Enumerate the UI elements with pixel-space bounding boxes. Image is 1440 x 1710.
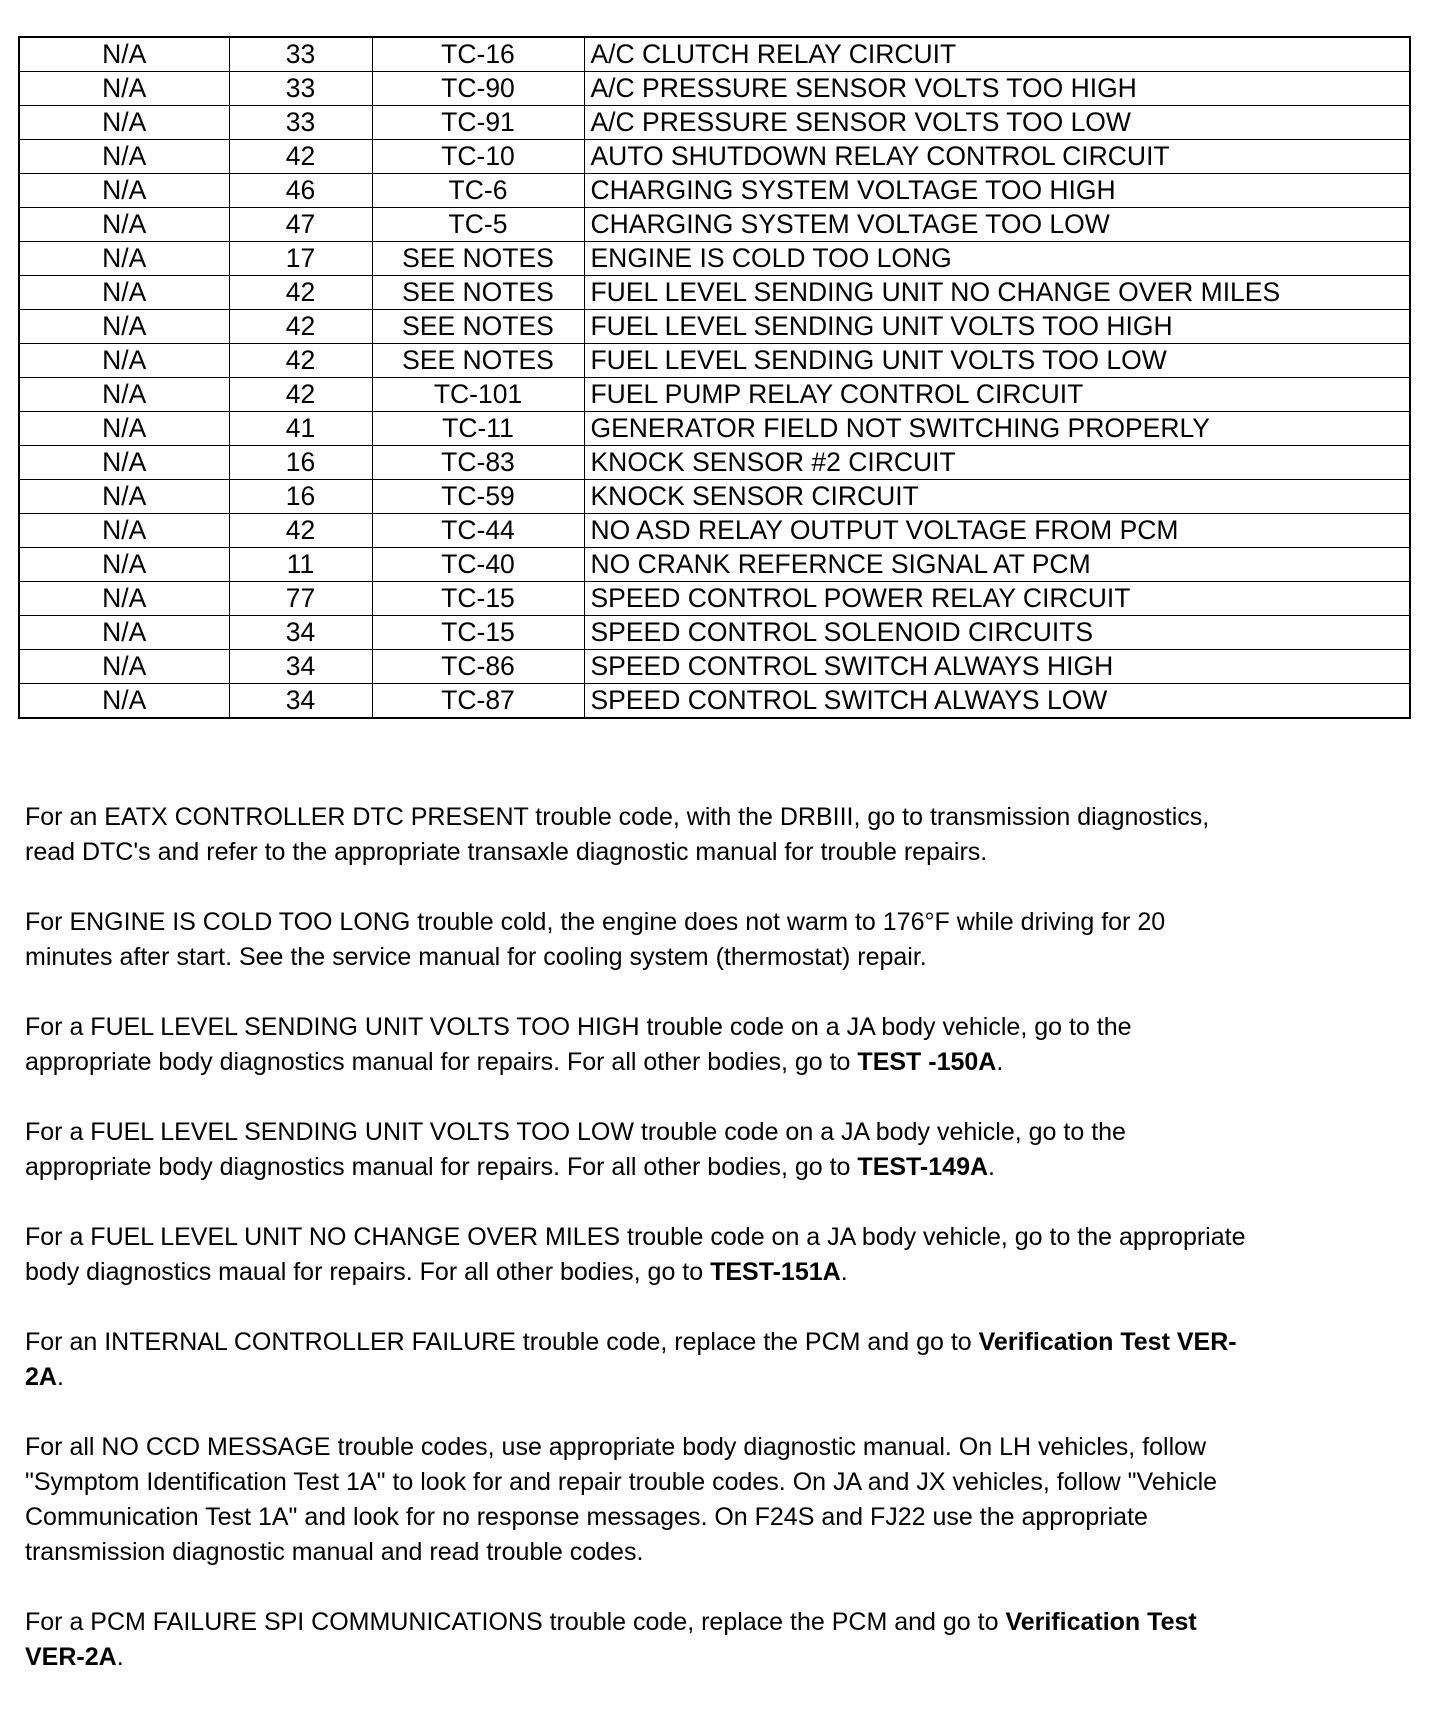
description-cell: CHARGING SYSTEM VOLTAGE TOO LOW	[584, 208, 1410, 242]
note-test-reference: TEST-151A	[710, 1258, 841, 1286]
description-cell: NO CRANK REFERNCE SIGNAL AT PCM	[584, 548, 1410, 582]
code-na-cell: N/A	[19, 514, 229, 548]
description-cell: KNOCK SENSOR CIRCUIT	[584, 480, 1410, 514]
note-paragraph	[25, 905, 1425, 975]
note-test-reference: Verification Test VER-2A	[25, 1608, 1197, 1671]
code-number-cell: 42	[229, 310, 372, 344]
note-test-reference: TEST-149A	[857, 1153, 989, 1181]
code-na-cell: N/A	[19, 310, 229, 344]
test-reference-cell: TC-16	[372, 37, 584, 72]
note-trailing-text: .	[840, 1258, 848, 1286]
table-row	[19, 378, 1410, 412]
notes-section	[25, 800, 1425, 1710]
description-cell: A/C CLUTCH RELAY CIRCUIT	[584, 37, 1410, 72]
note-paragraph	[25, 1115, 1425, 1185]
code-number-cell: 34	[229, 684, 372, 719]
code-na-cell: N/A	[19, 378, 229, 412]
test-reference-cell: TC-6	[372, 174, 584, 208]
test-reference-cell: TC-40	[372, 548, 584, 582]
table-row	[19, 174, 1410, 208]
description-cell: FUEL PUMP RELAY CONTROL CIRCUIT	[584, 378, 1410, 412]
test-reference-cell: TC-83	[372, 446, 584, 480]
note-text: For all NO CCD MESSAGE trouble codes, use appropriate body diagnostic manual. On LH vehicles, follow "Symptom Identification Test 1A" to look for and repair trouble codes. On JA and JX vehicles, follow "Vehicle Communication Test 1A" and look for no response messages. On F24S and FJ22 use the appropriate transmission diagnostic manual and read trouble codes.	[25, 1433, 1218, 1566]
note-paragraph	[25, 1605, 1425, 1675]
table-row	[19, 616, 1410, 650]
test-reference-cell: TC-44	[372, 514, 584, 548]
code-na-cell: N/A	[19, 412, 229, 446]
code-number-cell: 16	[229, 446, 372, 480]
note-test-reference: Verification Test VER- 2A	[25, 1328, 1237, 1391]
table-row	[19, 514, 1410, 548]
description-cell: NO ASD RELAY OUTPUT VOLTAGE FROM PCM	[584, 514, 1410, 548]
description-cell: SPEED CONTROL SWITCH ALWAYS HIGH	[584, 650, 1410, 684]
code-na-cell: N/A	[19, 276, 229, 310]
test-reference-cell: TC-59	[372, 480, 584, 514]
code-number-cell: 42	[229, 378, 372, 412]
code-number-cell: 77	[229, 582, 372, 616]
description-cell: SPEED CONTROL POWER RELAY CIRCUIT	[584, 582, 1410, 616]
note-paragraph	[25, 800, 1425, 870]
table-row	[19, 140, 1410, 174]
description-cell: FUEL LEVEL SENDING UNIT NO CHANGE OVER MILES	[584, 276, 1410, 310]
table-row	[19, 480, 1410, 514]
note-paragraph	[25, 1220, 1425, 1290]
table-row	[19, 106, 1410, 140]
description-cell: KNOCK SENSOR #2 CIRCUIT	[584, 446, 1410, 480]
description-cell: AUTO SHUTDOWN RELAY CONTROL CIRCUIT	[584, 140, 1410, 174]
code-na-cell: N/A	[19, 174, 229, 208]
note-paragraph	[25, 1325, 1425, 1395]
note-trailing-text: .	[996, 1048, 1004, 1076]
note-text: For a PCM FAILURE SPI COMMUNICATIONS trouble code, replace the PCM and go to	[25, 1608, 1006, 1636]
table-row	[19, 446, 1410, 480]
code-na-cell: N/A	[19, 208, 229, 242]
table-row	[19, 548, 1410, 582]
code-na-cell: N/A	[19, 480, 229, 514]
table-row	[19, 684, 1410, 719]
note-paragraph	[25, 1010, 1425, 1080]
test-reference-cell: TC-90	[372, 72, 584, 106]
test-reference-cell: TC-86	[372, 650, 584, 684]
trouble-code-table-body	[19, 37, 1410, 718]
code-number-cell: 33	[229, 106, 372, 140]
note-text: For a FUEL LEVEL SENDING UNIT VOLTS TOO LOW trouble code on a JA body vehicle, go to the appropriate body diagnostics manual for repairs. For all other bodies, go to	[25, 1118, 1126, 1181]
code-number-cell: 34	[229, 650, 372, 684]
test-reference-cell: SEE NOTES	[372, 276, 584, 310]
code-number-cell: 34	[229, 616, 372, 650]
note-paragraph	[25, 1430, 1425, 1570]
note-text: For a FUEL LEVEL SENDING UNIT VOLTS TOO HIGH trouble code on a JA body vehicle, go to the appropriate body diagnostics manual for repairs. For all other bodies, go to	[25, 1013, 1132, 1076]
code-na-cell: N/A	[19, 37, 229, 72]
note-text: For an EATX CONTROLLER DTC PRESENT trouble code, with the DRBIII, go to transmission diagnostics, read DTC's and refer to the appropriate transaxle diagnostic manual for trouble repairs.	[25, 803, 1210, 866]
note-text: For ENGINE IS COLD TOO LONG trouble cold, the engine does not warm to 176°F while driving for 20 minutes after start. See the service manual for cooling system (thermostat) repair.	[25, 908, 1166, 971]
code-number-cell: 17	[229, 242, 372, 276]
test-reference-cell: TC-91	[372, 106, 584, 140]
description-cell: GENERATOR FIELD NOT SWITCHING PROPERLY	[584, 412, 1410, 446]
trouble-code-table	[18, 36, 1411, 719]
code-na-cell: N/A	[19, 616, 229, 650]
description-cell: FUEL LEVEL SENDING UNIT VOLTS TOO HIGH	[584, 310, 1410, 344]
code-na-cell: N/A	[19, 72, 229, 106]
table-row	[19, 72, 1410, 106]
note-trailing-text: .	[988, 1153, 995, 1181]
code-number-cell: 41	[229, 412, 372, 446]
code-na-cell: N/A	[19, 684, 229, 719]
description-cell: FUEL LEVEL SENDING UNIT VOLTS TOO LOW	[584, 344, 1410, 378]
table-row	[19, 208, 1410, 242]
description-cell: CHARGING SYSTEM VOLTAGE TOO HIGH	[584, 174, 1410, 208]
code-number-cell: 33	[229, 37, 372, 72]
test-reference-cell: TC-87	[372, 684, 584, 719]
note-text: For a FUEL LEVEL UNIT NO CHANGE OVER MILES trouble code on a JA body vehicle, go to the appropriate body diagnostics maual for repairs. For all other bodies, go to	[25, 1223, 1246, 1286]
note-trailing-text: .	[56, 1363, 64, 1391]
note-text: For an INTERNAL CONTROLLER FAILURE trouble code, replace the PCM and go to	[25, 1328, 979, 1356]
table-row	[19, 412, 1410, 446]
description-cell: A/C PRESSURE SENSOR VOLTS TOO LOW	[584, 106, 1410, 140]
test-reference-cell: TC-10	[372, 140, 584, 174]
code-number-cell: 16	[229, 480, 372, 514]
code-na-cell: N/A	[19, 242, 229, 276]
test-reference-cell: TC-15	[372, 616, 584, 650]
table-row	[19, 344, 1410, 378]
test-reference-cell: SEE NOTES	[372, 242, 584, 276]
description-cell: SPEED CONTROL SOLENOID CIRCUITS	[584, 616, 1410, 650]
description-cell: ENGINE IS COLD TOO LONG	[584, 242, 1410, 276]
code-number-cell: 42	[229, 514, 372, 548]
code-na-cell: N/A	[19, 650, 229, 684]
code-number-cell: 11	[229, 548, 372, 582]
note-test-reference: TEST -150A	[857, 1048, 997, 1076]
table-row	[19, 276, 1410, 310]
description-cell: SPEED CONTROL SWITCH ALWAYS LOW	[584, 684, 1410, 719]
table-row	[19, 582, 1410, 616]
code-number-cell: 47	[229, 208, 372, 242]
code-number-cell: 33	[229, 72, 372, 106]
note-trailing-text: .	[116, 1643, 124, 1671]
test-reference-cell: TC-15	[372, 582, 584, 616]
test-reference-cell: TC-5	[372, 208, 584, 242]
table-row	[19, 310, 1410, 344]
description-cell: A/C PRESSURE SENSOR VOLTS TOO HIGH	[584, 72, 1410, 106]
code-na-cell: N/A	[19, 106, 229, 140]
code-na-cell: N/A	[19, 344, 229, 378]
table-row	[19, 37, 1410, 72]
test-reference-cell: TC-101	[372, 378, 584, 412]
code-number-cell: 42	[229, 276, 372, 310]
test-reference-cell: SEE NOTES	[372, 310, 584, 344]
test-reference-cell: SEE NOTES	[372, 344, 584, 378]
code-number-cell: 42	[229, 140, 372, 174]
test-reference-cell: TC-11	[372, 412, 584, 446]
table-row	[19, 650, 1410, 684]
code-number-cell: 46	[229, 174, 372, 208]
code-na-cell: N/A	[19, 548, 229, 582]
table-row	[19, 242, 1410, 276]
code-na-cell: N/A	[19, 446, 229, 480]
code-number-cell: 42	[229, 344, 372, 378]
code-na-cell: N/A	[19, 140, 229, 174]
code-na-cell: N/A	[19, 582, 229, 616]
